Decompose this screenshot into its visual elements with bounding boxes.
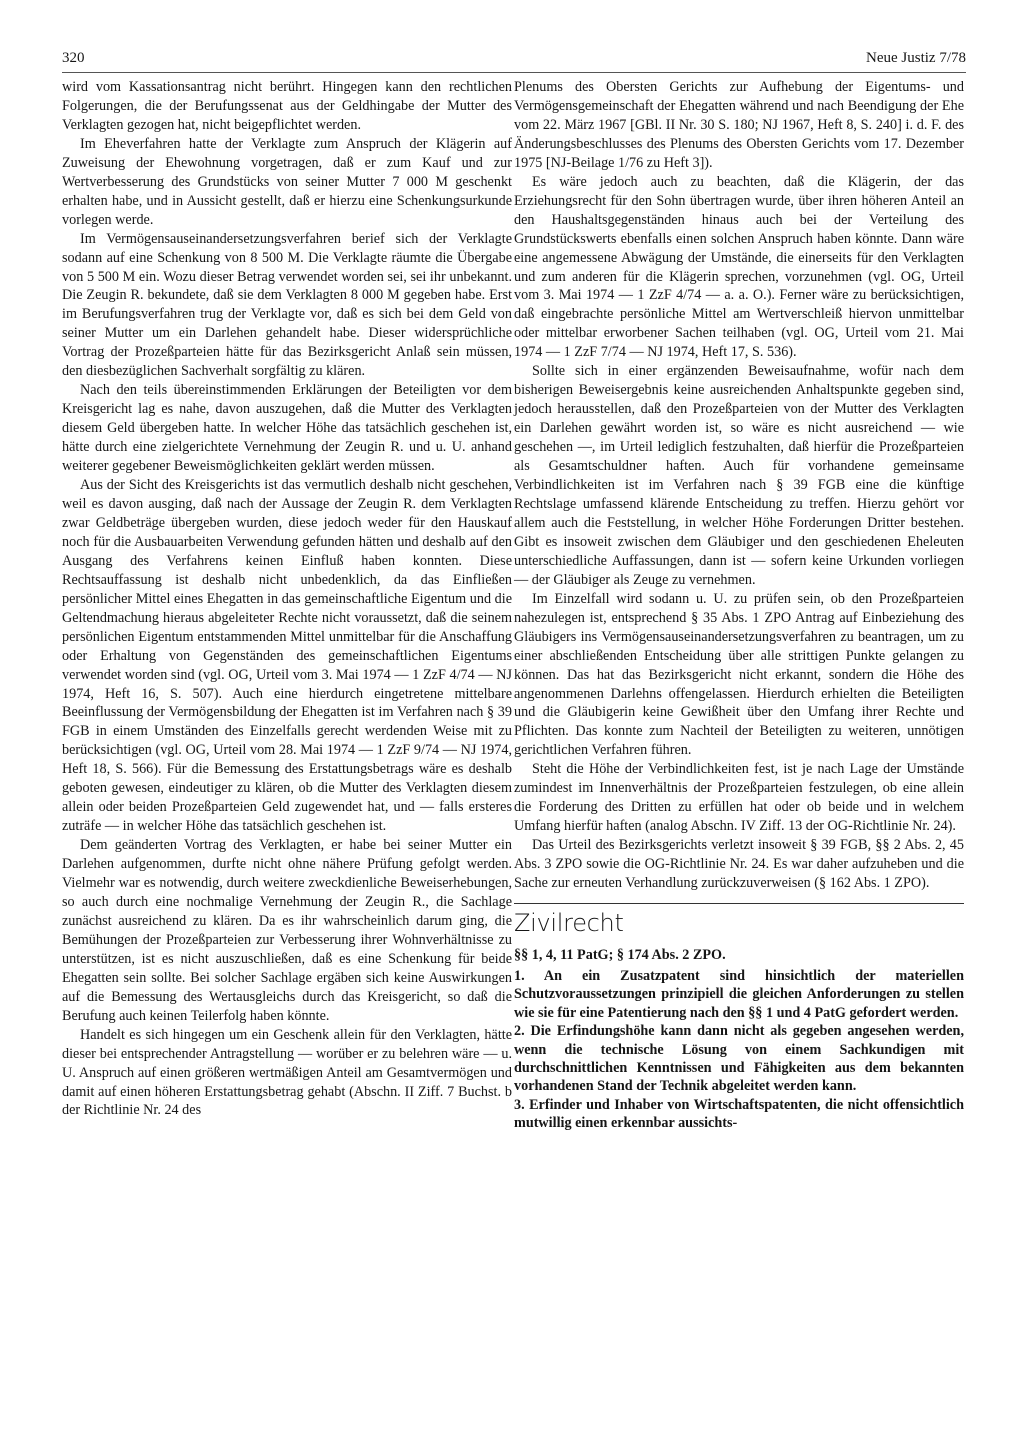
page-header <box>62 50 966 73</box>
journal-reference: Neue Justiz 7/78 <box>866 50 966 66</box>
left-column <box>62 78 512 1120</box>
paragraph: Das Urteil des Bezirksgerichts verletzt insoweit § 39 FGB, §§ 2 Abs. 2, 45 Abs. 3 ZPO sowie die OG-Richtlinie Nr. 24. Es war daher aufzuheben und die Sache zur erneuten Verhandlung zurückzuverweisen (§ 162 Abs. 1 ZPO). <box>514 837 964 892</box>
page-number: 320 <box>62 50 85 66</box>
section-heading: Zivilrecht <box>514 908 624 937</box>
right-column <box>514 78 964 1133</box>
paragraph: Im Eheverfahren hatte der Verklagte zum Anspruch der Klägerin auf Zuweisung der Ehewohnung vorgetragen, daß er zum Kauf und zur Wertverbesserung des Grundstücks von seiner Mutter 7 000 M geschenkt erhalten habe, und in Aussicht gestellt, daß er hierzu eine Schenkungsurkunde vorlegen werde. <box>62 135 512 228</box>
paragraph: Sollte sich in einer ergänzenden Beweisaufnahme, wofür nach dem bisherigen Beweisergebnis keine ausreichenden Anhaltspunkte gegeben sind, jedoch herausstellen, daß den Prozeßparteien von der Mutter des Verklagten ein Darlehen gewährt worden ist, so wäre es nicht ausreichend — wie geschehen —, im Urteil lediglich festzuhalten, daß hierfür die Prozeßparteien als Gesamtschuldner haften. Auch für vorhandene gemeinsame Verbindlichkeiten ist im Verfahren nach § 39 FGB eine die künftige Rechtslage umfassend klärende Entscheidung zu treffen. Hierzu gehört vor allem auch die Feststellung, in welcher Höhe Forderungen Dritter bestehen. Gibt es insoweit zwischen dem Gläubiger und den geschiedenen Eheleuten unterschiedliche Auffassungen, dann ist — sofern keine Urkunden vorliegen — der Gläubiger als Zeuge zu vernehmen. <box>514 363 964 588</box>
paragraph: Aus der Sicht des Kreisgerichts ist das vermutlich deshalb nicht geschehen, weil es davon ausging, daß nach der Aussage der Zeugin R. dem Verklagten zwar Geldbeträge übergeben wurden, diese jedoch weder für den Hauskauf noch für die Ausbauarbeiten Verwendung gefunden hätten und deshalb auf den Ausgang des Verfahrens keinen Einfluß haben konnten. Diese Rechtsauffassung ist deshalb nicht unbedenklich, da das Einfließen persönlicher Mittel eines Ehegatten in das gemeinschaftliche Eigentum und die Geltendmachung hieraus abgeleiteter Rechte nicht voraussetzt, daß die seinem persönlichen Eigentum entstammenden Mittel unmittelbar für die Anschaffung oder Erhaltung von Gegenständen des gemeinschaftlichen Eigentums verwendet worden sind (vgl. OG, Urteil vom 3. Mai 1974 — 1 ZzF 4/74 — NJ 1974, Heft 16, S. 507). Auch eine hierdurch eingetretene mittelbare Beeinflussung der Vermögensbildung der Ehegatten ist im Verfahren nach § 39 FGB in einem Umständen des Einzelfalls gerecht werdenden Weise mit zu berücksichtigen (vgl. OG, Urteil vom 28. Mai 1974 — 1 ZzF 9/74 — NJ 1974, Heft 18, S. 566). Für die Bemessung des Erstattungsbetrags wäre es deshalb geboten gewesen, eindeutiger zu klären, ob die Mutter des Verklagten diesem allein oder beiden Prozeßparteien Geld zugewendet hat, und — falls ersteres zuträfe — in welcher Höhe das tatsächlich geschehen ist. <box>62 477 512 835</box>
paragraph: Dem geänderten Vortrag des Verklagten, er habe bei seiner Mutter ein Darlehen aufgenommen, durfte nicht ohne nähere Prüfung gefolgt werden. Vielmehr war es notwendig, durch weitere zweckdienliche Beweiserhebungen, so auch durch eine nochmalige Vernehmung der Zeugin R., die Sachlage zunächst ausreichend zu klären. Da es ihr wahrscheinlich darum ging, die Bemühungen der Prozeßparteien zur Verbesserung ihrer Wohnverhältnisse zu unterstützen, ist es nicht auszuschließen, daß es eine Schenkung für beide Ehegatten sein sollte. Bei solcher Sachlage ergäben sich keine Auswirkungen auf die Bemessung des Wertausgleichs durch das Kreisgericht, so daß die Berufung auch keinen Teilerfolg haben könnte. <box>62 837 512 1024</box>
paragraph: wird vom Kassationsantrag nicht berührt. Hingegen kann den rechtlichen Folgerungen, die der Berufungssenat aus der Geldhingabe der Mutter des Verklagten gezogen hat, nicht beigepflichtet werden. <box>62 79 512 133</box>
headnote: 2. Die Erfindungshöhe kann dann nicht als gegeben angesehen werden, wenn die technische Lösung von einem Sachkundigen mit durchschnittlichen Kenntnissen und Fähigkeiten aus dem bekannten vorhandenen Stand der Technik abgeleitet werden kann. <box>514 1023 964 1095</box>
paragraph: Im Einzelfall wird sodann u. U. zu prüfen sein, ob den Prozeßparteien nahezulegen ist, entsprechend § 35 Abs. 1 ZPO Antrag auf Einbeziehung des Gläubigers ins Vermögensauseinandersetzungsverfahren zu beantragen, um zu einer abschließenden Entscheidung über alle strittigen Punkte gelangen zu können. Das hat das Bezirksgericht nicht erkannt, sondern die Höhe des angenommenen Darlehns offengelassen. Hierdurch erhielten die Beteiligten und die Gläubigerin keine Gewißheit über den Umfang ihrer Rechte und Pflichten. Das konnte zum Nachteil der Beteiligten zu weiteren, unnötigen gerichtlichen Verfahren führen. <box>514 590 964 759</box>
paragraph: Steht die Höhe der Verbindlichkeiten fest, ist je nach Lage der Umstände zumindest im Innenverhältnis der Prozeßparteien festzulegen, ob eine allein die Forderung des Dritten zu erfüllen hat oder ob beide und in welchem Umfang hierfür haften (analog Abschn. IV Ziff. 13 der OG-Richtlinie Nr. 24). <box>514 761 964 835</box>
paragraph: Es wäre jedoch auch zu beachten, daß die Klägerin, der das Erziehungsrecht für den Sohn übertragen wurde, über ihren höheren Anteil an den Haushaltsgegenständen hinaus auch bei der Verteilung des Grundstückswerts ebenfalls einen solchen Anspruch haben könnte. Dann wäre eine angemessene Abwägung der Umstände, die einerseits für den Verklagten und zum anderen für die Klägerin sprechen, vorzunehmen (vgl. OG, Urteil vom 3. Mai 1974 — 1 ZzF 4/74 — a. a. O.). Ferner wäre zu berücksichtigen, daß eingebrachte persönliche Mittel am Wertverschleiß hiervon unmittelbar oder mittelbar erworbener Sachen teilhaben (vgl. OG, Urteil vom 21. Mai 1974 — 1 ZzF 7/74 — NJ 1974, Heft 17, S. 536). <box>514 173 964 361</box>
paragraph: Plenums des Obersten Gerichts zur Aufhebung der Eigentums- und Vermögensgemeinschaft der Ehegatten während und nach Beendigung der Ehe vom 22. März 1967 [GBl. II Nr. 30 S. 180; NJ 1967, Heft 8, S. 240] i. d. F. des Änderungsbeschlusses des Plenums des Obersten Gerichts vom 17. Dezember 1975 [NJ-Beilage 1/76 zu Heft 3]). <box>514 79 964 171</box>
paragraph: Nach den teils übereinstimmenden Erklärungen der Beteiligten vor dem Kreisgericht lag es nahe, davon auszugehen, daß die Mutter des Verklagten diesem Geld übergeben hatte. In welcher Höhe das tatsächlich geschehen ist, hätte durch eine zielgerichtete Vernehmung der Zeugin R. und u. U. anhand weiterer gegebener Beweismöglichkeiten geklärt werden müssen. <box>62 382 512 475</box>
paragraph: Im Vermögensauseinandersetzungsverfahren berief sich der Verklagte sodann auf eine Schenkung von 8 500 M. Die Verklagte räumte die Übergabe von 5 500 M ein. Wozu dieser Betrag verwendet worden sei, sei ihr unbekannt. Die Zeugin R. bekundete, daß sie dem Verklagten 8 000 M gegeben habe. Erst im Berufungsverfahren trug der Verklagte vor, daß es sich bei dem Geld von seiner Mutter um ein Darlehen gehandelt habe. Dieser widersprüchliche Vortrag der Prozeßparteien hätte für das Bezirksgericht Anlaß sein müssen, den diesbezüglichen Sachverhalt sorgfältig zu klären. <box>62 230 512 380</box>
section-divider <box>514 903 964 904</box>
statute-reference: §§ 1, 4, 11 PatG; § 174 Abs. 2 ZPO. <box>514 946 726 963</box>
headnote: 3. Erfinder und Inhaber von Wirtschaftspatenten, die nicht offensichtlich mutwillig einen erkennbar aussichts- <box>514 1096 964 1132</box>
paragraph: Handelt es sich hingegen um ein Geschenk allein für den Verklagten, hätte dieser bei entsprechender Antragstellung — worüber er zu belehren wäre — u. U. Anspruch auf einen größeren wertmäßigen Anteil am Gesamtvermögen und damit auf einen höheren Erstattungsbetrag gehabt (Abschn. II Ziff. 7 Buchst. b der Richtlinie Nr. 24 des <box>62 1026 512 1119</box>
headnote: 1. An ein Zusatzpatent sind hinsichtlich der materiellen Schutzvoraussetzungen prinzipiell die gleichen Anforderungen zu stellen wie sie für eine Patentierung nach den §§ 1 und 4 PatG gefordert werden. <box>514 967 964 1021</box>
